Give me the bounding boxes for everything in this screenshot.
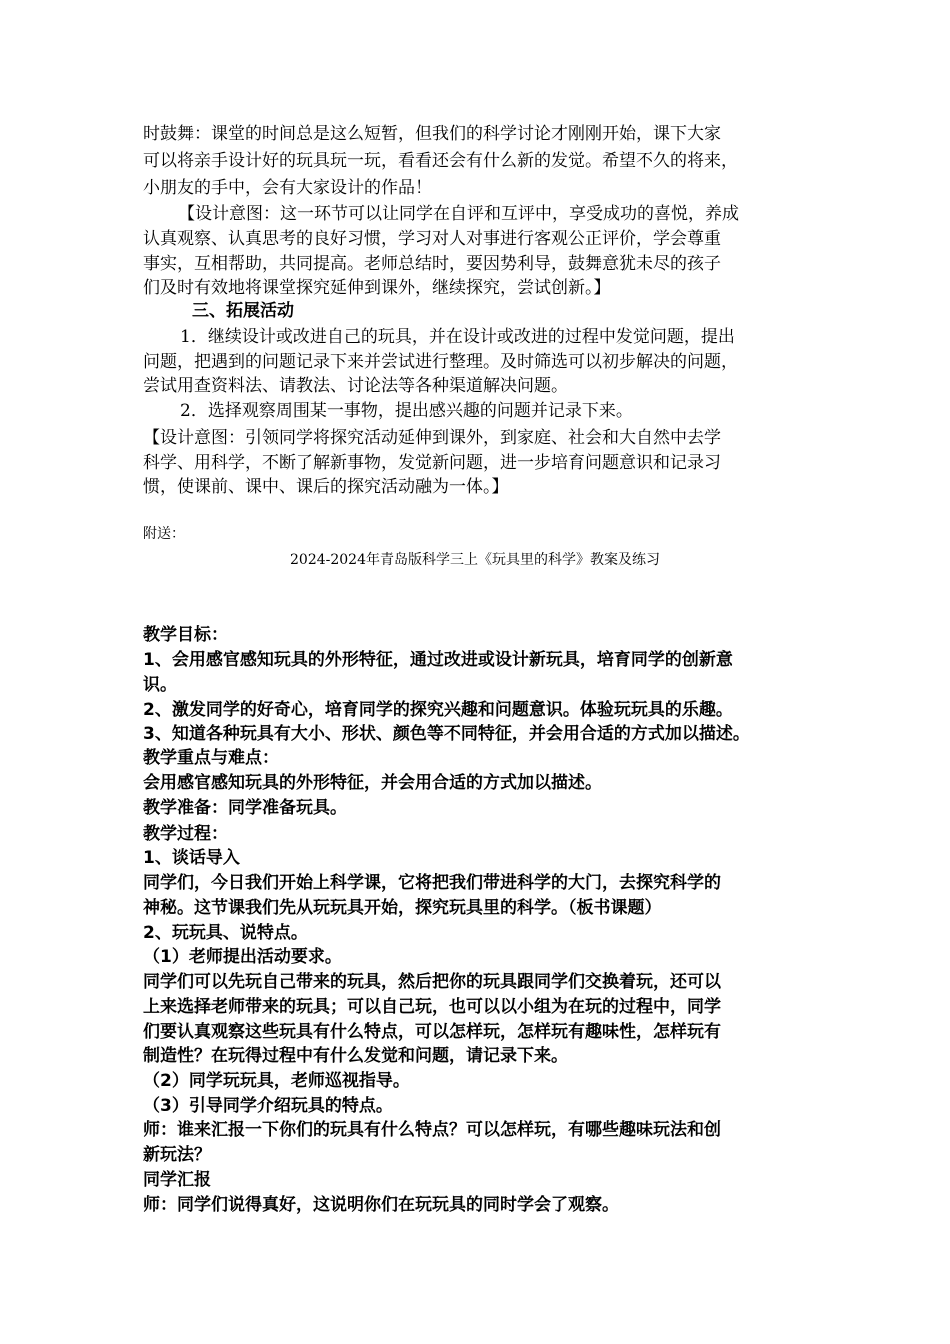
- lesson-line: 教学重点与难点：: [143, 748, 279, 768]
- design-intent-line: 【设计意图：这一环节可以让同学在自评和互评中，享受成功的喜悦，养成: [178, 204, 739, 224]
- lesson-line: 2、激发同学的好奇心，培育同学的探究兴趣和问题意识。体验玩玩具的乐趣。: [143, 700, 733, 720]
- activity-line: 1．继续设计或改进自己的玩具，并在设计或改进的过程中发觉问题，提出: [180, 327, 735, 347]
- lesson-line: 师：谁来汇报一下你们的玩具有什么特点？可以怎样玩，有哪些趣味玩法和创: [143, 1120, 721, 1140]
- lesson-line: 同学们，今日我们开始上科学课，它将把我们带进科学的大门，去探究科学的: [143, 873, 721, 893]
- design-intent-line: 科学、用科学，不断了解新事物，发觉新问题，进一步培育问题意识和记录习: [143, 453, 721, 473]
- lesson-line: 新玩法？: [143, 1145, 211, 1165]
- lesson-line: 教学过程：: [143, 824, 228, 844]
- activity-line: 问题，把遇到的问题记录下来并尝试进行整理。及时筛选可以初步解决的问题，: [143, 352, 738, 372]
- activity-line: 2．选择观察周围某一事物，提出感兴趣的问题并记录下来。: [180, 401, 633, 421]
- lesson-line: 同学汇报: [143, 1170, 211, 1190]
- lesson-line: （1）老师提出活动要求。: [143, 947, 342, 967]
- section-heading: 三、拓展活动: [192, 301, 294, 321]
- design-intent-line: 认真观察、认真思考的良好习惯，学习对人对事进行客观公正评价，学会尊重: [143, 229, 721, 249]
- design-intent-line: 惯，使课前、课中、课后的探究活动融为一体。】: [143, 477, 509, 497]
- lesson-line: 1、会用感官感知玩具的外形特征，通过改进或设计新玩具，培育同学的创新意: [143, 650, 733, 670]
- attachment-label: 附送：: [143, 526, 185, 542]
- paragraph-line: 小朋友的手中，会有大家设计的作品！: [143, 178, 432, 198]
- lesson-line: （3）引导同学介绍玩具的特点。: [143, 1096, 393, 1116]
- lesson-line: 们要认真观察这些玩具有什么特点，可以怎样玩，怎样玩有趣味性，怎样玩有: [143, 1022, 721, 1042]
- activity-line: 尝试用查资料法、请教法、讨论法等各种渠道解决问题。: [143, 376, 568, 396]
- design-intent-line: 事实，互相帮助，共同提高。老师总结时，要因势利导，鼓舞意犹未尽的孩子: [143, 254, 721, 274]
- design-intent-line: 们及时有效地将课堂探究延伸到课外，继续探究，尝试创新。】: [143, 278, 611, 298]
- lesson-line: 会用感官感知玩具的外形特征，并会用合适的方式加以描述。: [143, 773, 602, 793]
- lesson-line: 2、玩玩具、说特点。: [143, 923, 308, 943]
- paragraph-line: 时鼓舞：课堂的时间总是这么短暂，但我们的科学讨论才刚刚开始，课下大家: [143, 124, 721, 144]
- lesson-line: （2）同学玩玩具，老师巡视指导。: [143, 1071, 410, 1091]
- lesson-line: 识。: [143, 675, 177, 695]
- lesson-line: 师：同学们说得真好，这说明你们在玩玩具的同时学会了观察。: [143, 1195, 619, 1215]
- lesson-line: 同学们可以先玩自己带来的玩具，然后把你的玩具跟同学们交换着玩，还可以: [143, 972, 721, 992]
- lesson-line: 制造性？在玩得过程中有什么发觉和问题，请记录下来。: [143, 1046, 568, 1066]
- design-intent-line: 【设计意图：引领同学将探究活动延伸到课外，到家庭、社会和大自然中去学: [143, 428, 721, 448]
- attachment-title: 2024-2024年青岛版科学三上《玩具里的科学》教案及练习: [290, 552, 660, 568]
- paragraph-line: 可以将亲手设计好的玩具玩一玩，看看还会有什么新的发觉。希望不久的将来，: [143, 151, 738, 171]
- lesson-line: 上来选择老师带来的玩具；可以自己玩，也可以以小组为在玩的过程中，同学: [143, 997, 721, 1017]
- lesson-line: 3、知道各种玩具有大小、形状、颜色等不同特征，并会用合适的方式加以描述。: [143, 724, 750, 744]
- lesson-line: 神秘。这节课我们先从玩玩具开始，探究玩具里的科学。（板书课题）: [143, 898, 662, 918]
- lesson-line: 教学准备：同学准备玩具。: [143, 798, 347, 818]
- lesson-line: 1、谈话导入: [143, 848, 240, 868]
- lesson-line: 教学目标：: [143, 625, 228, 645]
